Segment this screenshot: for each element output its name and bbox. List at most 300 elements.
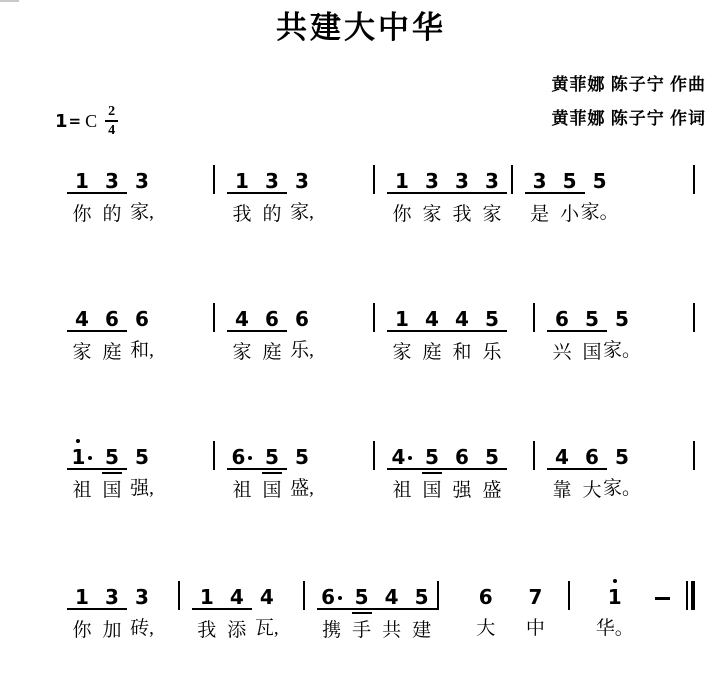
note-digit: 6	[585, 445, 599, 469]
note	[600, 581, 630, 608]
note-digit: 4	[384, 585, 399, 609]
note-column	[580, 165, 619, 227]
note-digit: 1	[75, 169, 89, 193]
note	[97, 303, 127, 332]
time-signature-lower: 4	[108, 123, 116, 138]
note	[387, 303, 417, 332]
note-digit: 1	[395, 169, 409, 193]
note	[97, 441, 127, 470]
measure-notes	[451, 581, 570, 643]
beam-group	[525, 165, 585, 227]
note-digit: 5	[354, 585, 369, 609]
note	[387, 441, 417, 470]
note-column	[97, 581, 127, 643]
note-column	[317, 581, 347, 643]
note	[252, 581, 282, 608]
composer-credit: 黄菲娜 陈子宁 作曲	[551, 75, 706, 94]
beam-group	[387, 165, 447, 227]
beam-group	[387, 303, 447, 365]
note-digit: 5	[615, 445, 629, 469]
measure-notes	[227, 165, 375, 227]
lyric-syllable: 你	[392, 204, 412, 225]
note-column	[227, 441, 257, 503]
song-title: 共建大中华	[276, 10, 446, 46]
note	[520, 581, 550, 608]
note-column	[67, 441, 97, 503]
note	[477, 303, 507, 332]
note-digit: 6	[231, 445, 246, 469]
note-column	[603, 303, 642, 365]
measure	[215, 303, 375, 365]
measure	[439, 581, 570, 643]
score-line	[55, 581, 695, 643]
scan-artifact	[0, 0, 19, 2]
note-digit: 5	[485, 445, 499, 469]
note-column	[222, 581, 252, 643]
augmentation-dot-icon	[88, 456, 92, 460]
lyric-syllable: 家	[422, 204, 442, 225]
note-digit: 5	[135, 445, 149, 469]
score-line	[55, 441, 695, 503]
note-column	[603, 441, 642, 503]
note-column	[477, 303, 507, 365]
note-column	[97, 165, 127, 227]
note-unit	[287, 441, 317, 503]
lyric-syllable: 家,	[290, 202, 314, 223]
note	[192, 581, 222, 610]
beam-group	[547, 303, 607, 365]
note-digit: 6	[105, 307, 119, 331]
note-unit	[287, 165, 317, 227]
note	[547, 303, 577, 332]
beam-group	[447, 441, 507, 503]
measure-notes	[547, 441, 695, 503]
beam-group	[227, 165, 287, 227]
measure-notes	[582, 581, 695, 643]
measure-notes	[387, 303, 535, 365]
lyric-syllable: 你	[72, 620, 92, 641]
note	[127, 581, 157, 608]
note	[477, 165, 507, 194]
note-column	[287, 303, 317, 365]
note	[387, 165, 417, 194]
note-column	[257, 303, 287, 365]
note-digit: 6	[555, 307, 569, 331]
measure-notes	[317, 581, 439, 643]
note	[477, 441, 507, 470]
key-letter: C	[85, 110, 98, 131]
lyric-syllable: 我	[197, 620, 217, 641]
note	[257, 165, 287, 194]
measure	[570, 581, 695, 643]
note	[417, 303, 447, 332]
note-digit: 5	[414, 585, 429, 609]
note-unit	[471, 581, 501, 643]
score-line	[55, 303, 695, 365]
note-column	[287, 165, 317, 227]
final-barline-thin	[686, 581, 688, 610]
note-digit: 1	[199, 585, 214, 609]
note	[67, 165, 97, 194]
measure-notes	[67, 581, 180, 643]
note-column	[387, 303, 417, 365]
note-digit: 4	[425, 307, 439, 331]
lyric-syllable: 家	[72, 342, 92, 363]
note-column	[67, 581, 97, 643]
note-digit: 5	[265, 445, 279, 469]
note-digit: 7	[528, 585, 543, 609]
measure-notes	[227, 441, 375, 503]
note-unit	[603, 441, 642, 503]
note	[67, 303, 97, 332]
lyric-syllable: 祖	[392, 480, 412, 501]
note-column	[417, 303, 447, 365]
note-column	[127, 303, 157, 365]
note-unit	[287, 303, 317, 365]
note-digit: 5	[105, 445, 119, 469]
note	[67, 581, 97, 610]
note-column	[447, 303, 477, 365]
beam-group	[67, 441, 127, 503]
lyric-syllable: 国	[262, 480, 282, 501]
lyric-syllable: 盛	[482, 480, 502, 501]
lyric-syllable: 家。	[580, 202, 619, 223]
beam-group	[67, 581, 127, 643]
note-column	[595, 581, 634, 643]
lyric-syllable: 瓦,	[254, 618, 279, 639]
note-column	[417, 441, 447, 503]
lyric-syllable: 和	[452, 342, 472, 363]
lyric-syllable: 手	[352, 620, 372, 641]
barline	[693, 165, 695, 194]
note-digit: 1	[608, 586, 622, 608]
octave-dot-icon	[613, 579, 617, 583]
note-column	[97, 441, 127, 503]
note-unit	[595, 581, 634, 643]
measure	[535, 441, 695, 503]
measure-notes	[227, 303, 375, 365]
measure	[215, 165, 375, 227]
measure-notes	[192, 581, 305, 643]
note-column	[520, 581, 550, 643]
measure-notes	[67, 441, 215, 503]
note	[607, 303, 637, 330]
note-unit	[580, 165, 619, 227]
measure	[180, 581, 305, 643]
measure	[55, 441, 215, 503]
measure	[513, 165, 695, 227]
measure	[375, 441, 535, 503]
lyric-syllable: 建	[412, 620, 432, 641]
note	[287, 165, 317, 192]
key-and-time-signature	[55, 102, 118, 140]
note-digit: 3	[135, 169, 149, 193]
lyric-syllable: 添	[227, 620, 247, 641]
note-digit: 5	[592, 169, 607, 193]
note-unit	[252, 581, 282, 643]
score-line	[55, 165, 695, 227]
note-digit: 3	[485, 169, 499, 193]
note-column	[227, 303, 257, 365]
lyric-syllable: 我	[232, 204, 252, 225]
note-digit: 6	[478, 585, 493, 609]
augmentation-dot-icon	[338, 596, 342, 600]
lyric-syllable: 共	[382, 620, 402, 641]
note	[417, 165, 447, 194]
note-digit: 3	[425, 169, 439, 193]
measure-notes	[525, 165, 695, 227]
note-digit: 5	[295, 445, 309, 469]
barline	[693, 441, 695, 470]
note-column	[477, 441, 507, 503]
beam-group	[67, 303, 127, 365]
lyric-syllable: 庭	[102, 342, 122, 363]
note-unit	[647, 581, 677, 643]
note-digit: 5	[585, 307, 599, 331]
lyric-syllable: 的	[102, 204, 122, 225]
lyric-syllable: 强	[452, 480, 472, 501]
note-digit: 3	[105, 585, 119, 609]
note-digit: 4	[555, 445, 569, 469]
tonic-numeral: 1	[55, 110, 68, 132]
note-digit: 3	[532, 169, 547, 193]
note-digit: 1	[72, 446, 86, 468]
augmentation-dot-icon	[408, 456, 412, 460]
lyric-syllable: 祖	[232, 480, 252, 501]
note-digit: 4	[235, 307, 249, 331]
measure	[55, 165, 215, 227]
note-digit: 4	[229, 585, 244, 609]
note	[377, 581, 407, 610]
beam-group	[387, 441, 447, 503]
lyric-syllable: 华。	[595, 618, 634, 639]
note-digit: 3	[105, 169, 119, 193]
lyric-syllable: 庭	[422, 342, 442, 363]
note	[547, 441, 577, 470]
lyric-syllable: 家	[232, 342, 252, 363]
beam-group	[67, 165, 127, 227]
note-column	[417, 165, 447, 227]
note	[525, 165, 555, 194]
note	[577, 441, 607, 470]
note-column	[477, 165, 507, 227]
augmentation-dot-icon	[248, 456, 252, 460]
note	[407, 581, 437, 610]
note-column	[447, 165, 477, 227]
measure	[535, 303, 695, 365]
note	[447, 441, 477, 470]
note-column	[192, 581, 222, 643]
beam-group	[227, 303, 287, 365]
note-digit: 5	[562, 169, 577, 193]
measure-notes	[67, 165, 215, 227]
measure	[55, 303, 215, 365]
note-column	[127, 581, 157, 643]
note-digit: 4	[259, 585, 274, 609]
lyricist-credit: 黄菲娜 陈子宁 作词	[551, 109, 706, 128]
note-column	[252, 581, 282, 643]
note-column	[67, 165, 97, 227]
note-column	[447, 441, 477, 503]
note	[67, 441, 97, 470]
note	[127, 165, 157, 192]
beam-group	[447, 165, 507, 227]
barline	[693, 303, 695, 332]
note	[127, 441, 157, 468]
rest-dash	[647, 581, 677, 608]
note-column	[547, 303, 577, 365]
lyric-syllable: 小	[560, 204, 580, 225]
lyric-syllable: 国	[102, 480, 122, 501]
time-signature	[105, 104, 118, 138]
note-digit: 6	[265, 307, 279, 331]
credits-block	[552, 68, 707, 136]
note-column	[387, 441, 417, 503]
note-column	[547, 441, 577, 503]
final-barline-thick	[691, 581, 695, 610]
lyric-syllable: 家	[392, 342, 412, 363]
lyric-syllable: 家。	[603, 478, 642, 499]
note	[555, 165, 585, 194]
lyric-syllable: 大	[582, 480, 602, 501]
lyric-syllable: 和,	[130, 340, 154, 361]
lyric-syllable: 盛,	[290, 478, 314, 499]
note-column	[67, 303, 97, 365]
note	[287, 441, 317, 468]
note-digit: 3	[295, 169, 309, 193]
note	[607, 441, 637, 468]
lyric-syllable: 携	[322, 620, 342, 641]
lyric-syllable: 靠	[552, 480, 572, 501]
equals-sign: =	[68, 112, 82, 130]
note-unit	[127, 165, 157, 227]
note-digit: 1	[235, 169, 249, 193]
lyric-syllable: 强,	[130, 478, 154, 499]
note-digit: 5	[485, 307, 499, 331]
lyric-syllable: 的	[262, 204, 282, 225]
lyric-syllable: 是	[530, 204, 550, 225]
score	[55, 165, 695, 675]
lyric-syllable: 家	[482, 204, 502, 225]
note-digit: 4	[75, 307, 89, 331]
note	[447, 303, 477, 332]
note	[227, 165, 257, 194]
note-digit: 1	[75, 585, 89, 609]
measure	[55, 581, 180, 643]
note-digit: 5	[425, 445, 439, 469]
note-column	[347, 581, 377, 643]
beam-group	[447, 303, 507, 365]
note	[347, 581, 377, 610]
note-digit: 4	[391, 445, 406, 469]
note	[317, 581, 347, 610]
lyric-syllable: 家。	[603, 340, 642, 361]
note-column	[127, 165, 157, 227]
note	[257, 441, 287, 470]
note	[471, 581, 501, 608]
note	[97, 581, 127, 610]
beam-group	[317, 581, 377, 643]
lyric-syllable: 乐,	[290, 340, 314, 361]
note	[585, 165, 615, 192]
lyric-syllable: 家,	[130, 202, 154, 223]
note-digit: 6	[295, 307, 309, 331]
measure	[305, 581, 439, 643]
note-column	[525, 165, 555, 227]
note	[257, 303, 287, 332]
note-column	[97, 303, 127, 365]
note-column	[257, 165, 287, 227]
measure-notes	[387, 441, 535, 503]
note	[417, 441, 447, 470]
note-digit: 3	[265, 169, 279, 193]
lyric-syllable: 加	[102, 620, 122, 641]
time-signature-upper: 2	[105, 104, 118, 122]
lyric-syllable: 我	[452, 204, 472, 225]
lyric-syllable: 中	[525, 618, 545, 639]
note-column	[471, 581, 501, 643]
lyric-syllable: 兴	[552, 342, 572, 363]
lyric-syllable: 乐	[482, 342, 502, 363]
note-unit	[127, 581, 157, 643]
note-digit: 6	[135, 307, 149, 331]
note-unit	[127, 303, 157, 365]
note-digit: 3	[135, 585, 149, 609]
octave-dot-icon	[76, 439, 80, 443]
lyric-syllable: 你	[72, 204, 92, 225]
measure-notes	[67, 303, 215, 365]
note-digit: 3	[455, 169, 469, 193]
note	[127, 303, 157, 330]
note-column	[377, 581, 407, 643]
lyric-syllable: 祖	[72, 480, 92, 501]
note	[227, 303, 257, 332]
note-column	[287, 441, 317, 503]
note	[227, 441, 257, 470]
note-unit	[520, 581, 550, 643]
note-digit: 5	[615, 307, 629, 331]
measure-notes	[547, 303, 695, 365]
lyric-syllable: 庭	[262, 342, 282, 363]
note-digit: 1	[395, 307, 409, 331]
measure	[375, 303, 535, 365]
measure	[215, 441, 375, 503]
note-column	[387, 165, 417, 227]
note	[577, 303, 607, 332]
note-column	[127, 441, 157, 503]
beam-group	[192, 581, 252, 643]
note	[447, 165, 477, 194]
measure	[375, 165, 513, 227]
lyric-syllable: 国	[422, 480, 442, 501]
beam-group	[547, 441, 607, 503]
note	[222, 581, 252, 610]
note-digit: 6	[455, 445, 469, 469]
note	[97, 165, 127, 194]
note-unit	[603, 303, 642, 365]
beam-group	[377, 581, 437, 643]
measure-notes	[387, 165, 513, 227]
note-column	[407, 581, 437, 643]
note	[287, 303, 317, 330]
lyric-syllable: 大	[476, 618, 496, 639]
note-column	[257, 441, 287, 503]
note-digit: 6	[321, 585, 336, 609]
duration-dash-icon	[655, 597, 670, 600]
lyric-syllable: 国	[582, 342, 602, 363]
note-column	[647, 581, 677, 643]
lyric-syllable: 砖,	[130, 618, 154, 639]
